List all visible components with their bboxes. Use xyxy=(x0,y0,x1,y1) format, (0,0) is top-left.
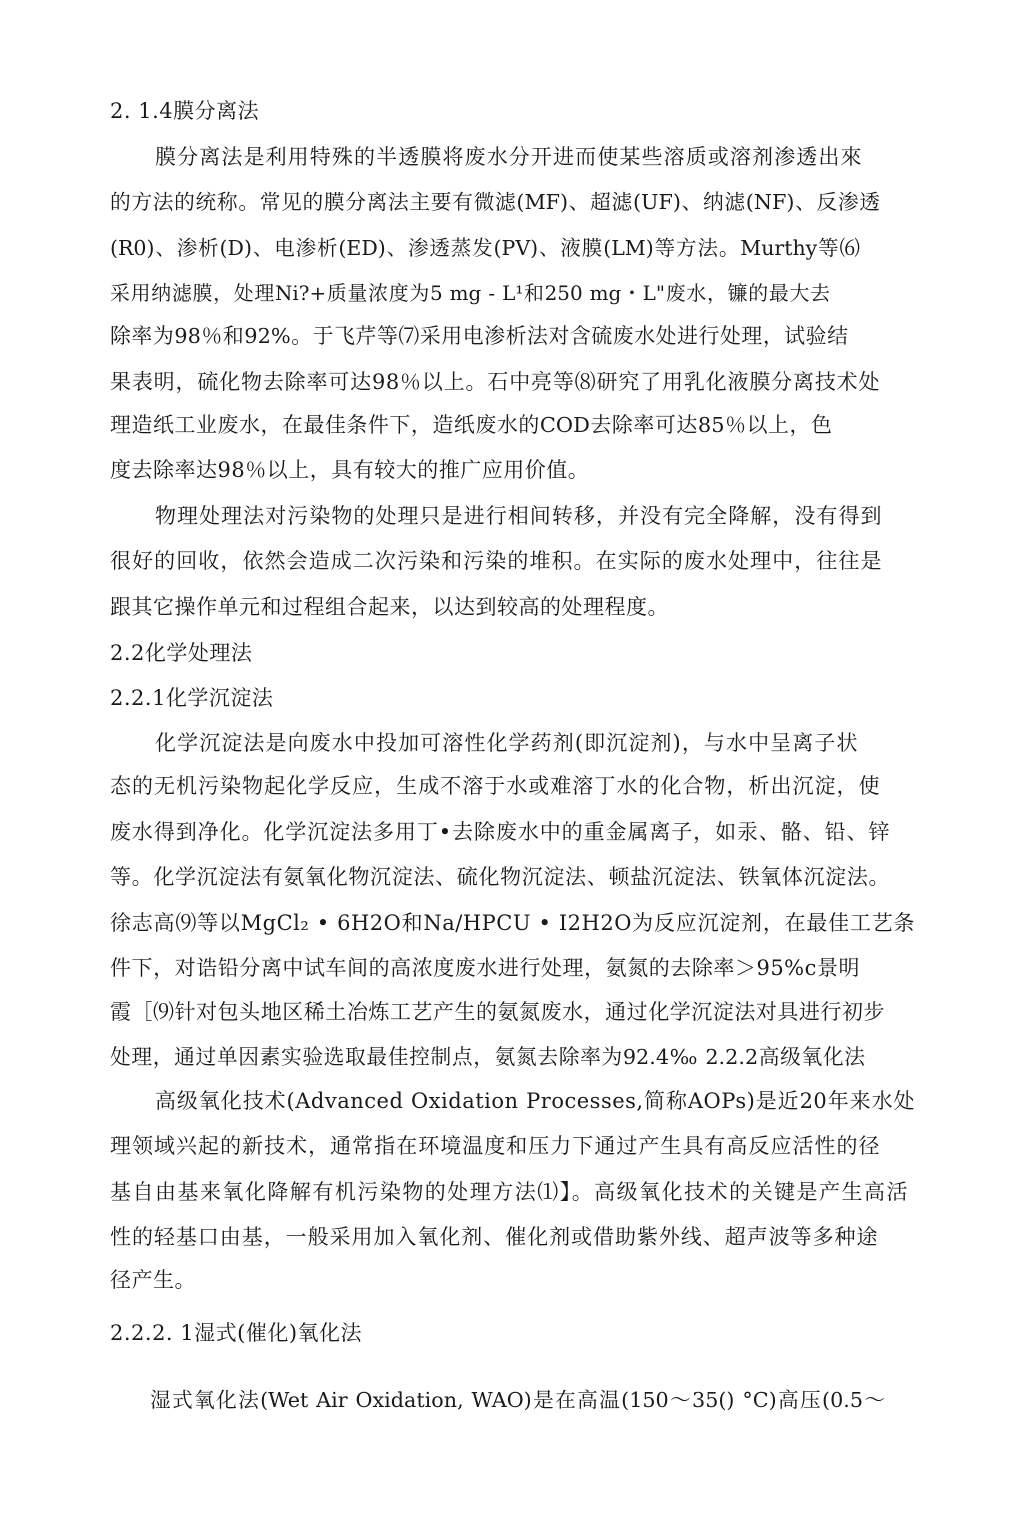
text-line: 处理，通过单因素实验选取最佳控制点，氨氮去除率为92.4‰ 2.2.2高级氧化法 xyxy=(110,1045,865,1069)
text-line: 跟其它操作单元和过程组合起来，以达到较高的处理程度。 xyxy=(110,595,669,619)
text-line: 很好的回收，依然会造成二次污染和污染的堆积。在实际的废水处理中，往往是 xyxy=(110,549,882,573)
text-line: 性的轻基口由基，一般采用加入氧化剂、催化剂或借助紫外线、超声波等多种途 xyxy=(110,1225,878,1249)
text-line: 废水得到净化。化学沉淀法多用丁•去除废水中的重金属离子，如汞、骼、铅、锌 xyxy=(110,820,890,844)
text-line: 湿式氧化法(Wet Air Oxidation, WAO)是在高温(150〜35() °C)高压(0.5〜 xyxy=(150,1388,885,1412)
text-line: 理领域兴起的新技术，通常指在环境温度和压力下通过产生具有高反应活性的径 xyxy=(110,1134,880,1158)
text-line: 霞［⑼针对包头地区稀土冶炼工艺产生的氨氮废水，通过化学沉淀法对具进行初步 xyxy=(110,1000,885,1024)
text-line: 果表明，硫化物去除率可达98％以上。石中亮等⑻研究了用乳化液膜分离技术处 xyxy=(110,370,880,394)
text-line-heading-2-2: 2.2化学处理法 xyxy=(110,641,253,665)
text-line: 物理处理法对污染物的处理只是进行相间转移，并没有完全降解，没有得到 xyxy=(155,504,882,528)
text-line: 径产生。 xyxy=(110,1268,196,1292)
text-line: 高级氧化技术(Advanced Oxidation Processes,简称AOPs)是近20年来水处 xyxy=(155,1089,915,1113)
text-line: 件下，对诰铅分离中试车间的高浓度废水进行处理，氨氮的去除率＞95%c景明 xyxy=(110,956,860,980)
text-line: 采用纳滤膜，处理Ni?+质量浓度为5 mg - L¹和250 mg・L"废水，镰的最大去 xyxy=(110,282,830,305)
text-line: (R0)、渗析(D)、电渗析(ED)、渗透蒸发(PV)、液膜(LM)等方法。Murthy等⑹ xyxy=(110,236,860,260)
text-line-heading-2-2-1: 2.2.1化学沉淀法 xyxy=(110,686,274,710)
text-line: 徐志高⑼等以MgCl₂ • 6H2O和Na/HPCU • I2H2O为反应沉淀剂，在最佳工艺条 xyxy=(110,911,915,935)
text-line: 的方法的统称。常见的膜分离法主要有微滤(MF)、超滤(UF)、纳滤(NF)、反渗透 xyxy=(110,190,880,214)
text-line: 除率为98％和92%。于飞芹等⑺采用电渗析法对含硫废水处进行处理，试验结 xyxy=(110,324,848,348)
text-line: 基自由基来氧化降解有机污染物的处理方法⑴】。高级氧化技术的关键是产生高活 xyxy=(110,1180,908,1204)
text-line-heading-2-2-2-1: 2.2.2. 1湿式(催化)氧化法 xyxy=(110,1321,363,1345)
text-line: 态的无机污染物起化学反应，生成不溶于水或难溶丁水的化合物，析出沉淀，使 xyxy=(110,774,880,798)
text-line-heading-2-1-4: 2. 1.4膜分离法 xyxy=(110,99,260,123)
text-line: 等。化学沉淀法有氨氧化物沉淀法、硫化物沉淀法、顿盐沉淀法、铁氧体沉淀法。 xyxy=(110,865,890,889)
text-line: 理造纸工业废水，在最佳条件下，造纸废水的COD去除率可达85％以上，色 xyxy=(110,413,832,437)
text-line: 膜分离法是利用特殊的半透膜将废水分开进而使某些溶质或溶剂渗透出來 xyxy=(155,145,862,169)
text-line: 度去除率达98％以上，具有较大的推广应用价值。 xyxy=(110,458,590,482)
text-line: 化学沉淀法是向废水中投加可溶性化学药剂(即沉淀剂)，与水中呈离子状 xyxy=(155,731,858,755)
